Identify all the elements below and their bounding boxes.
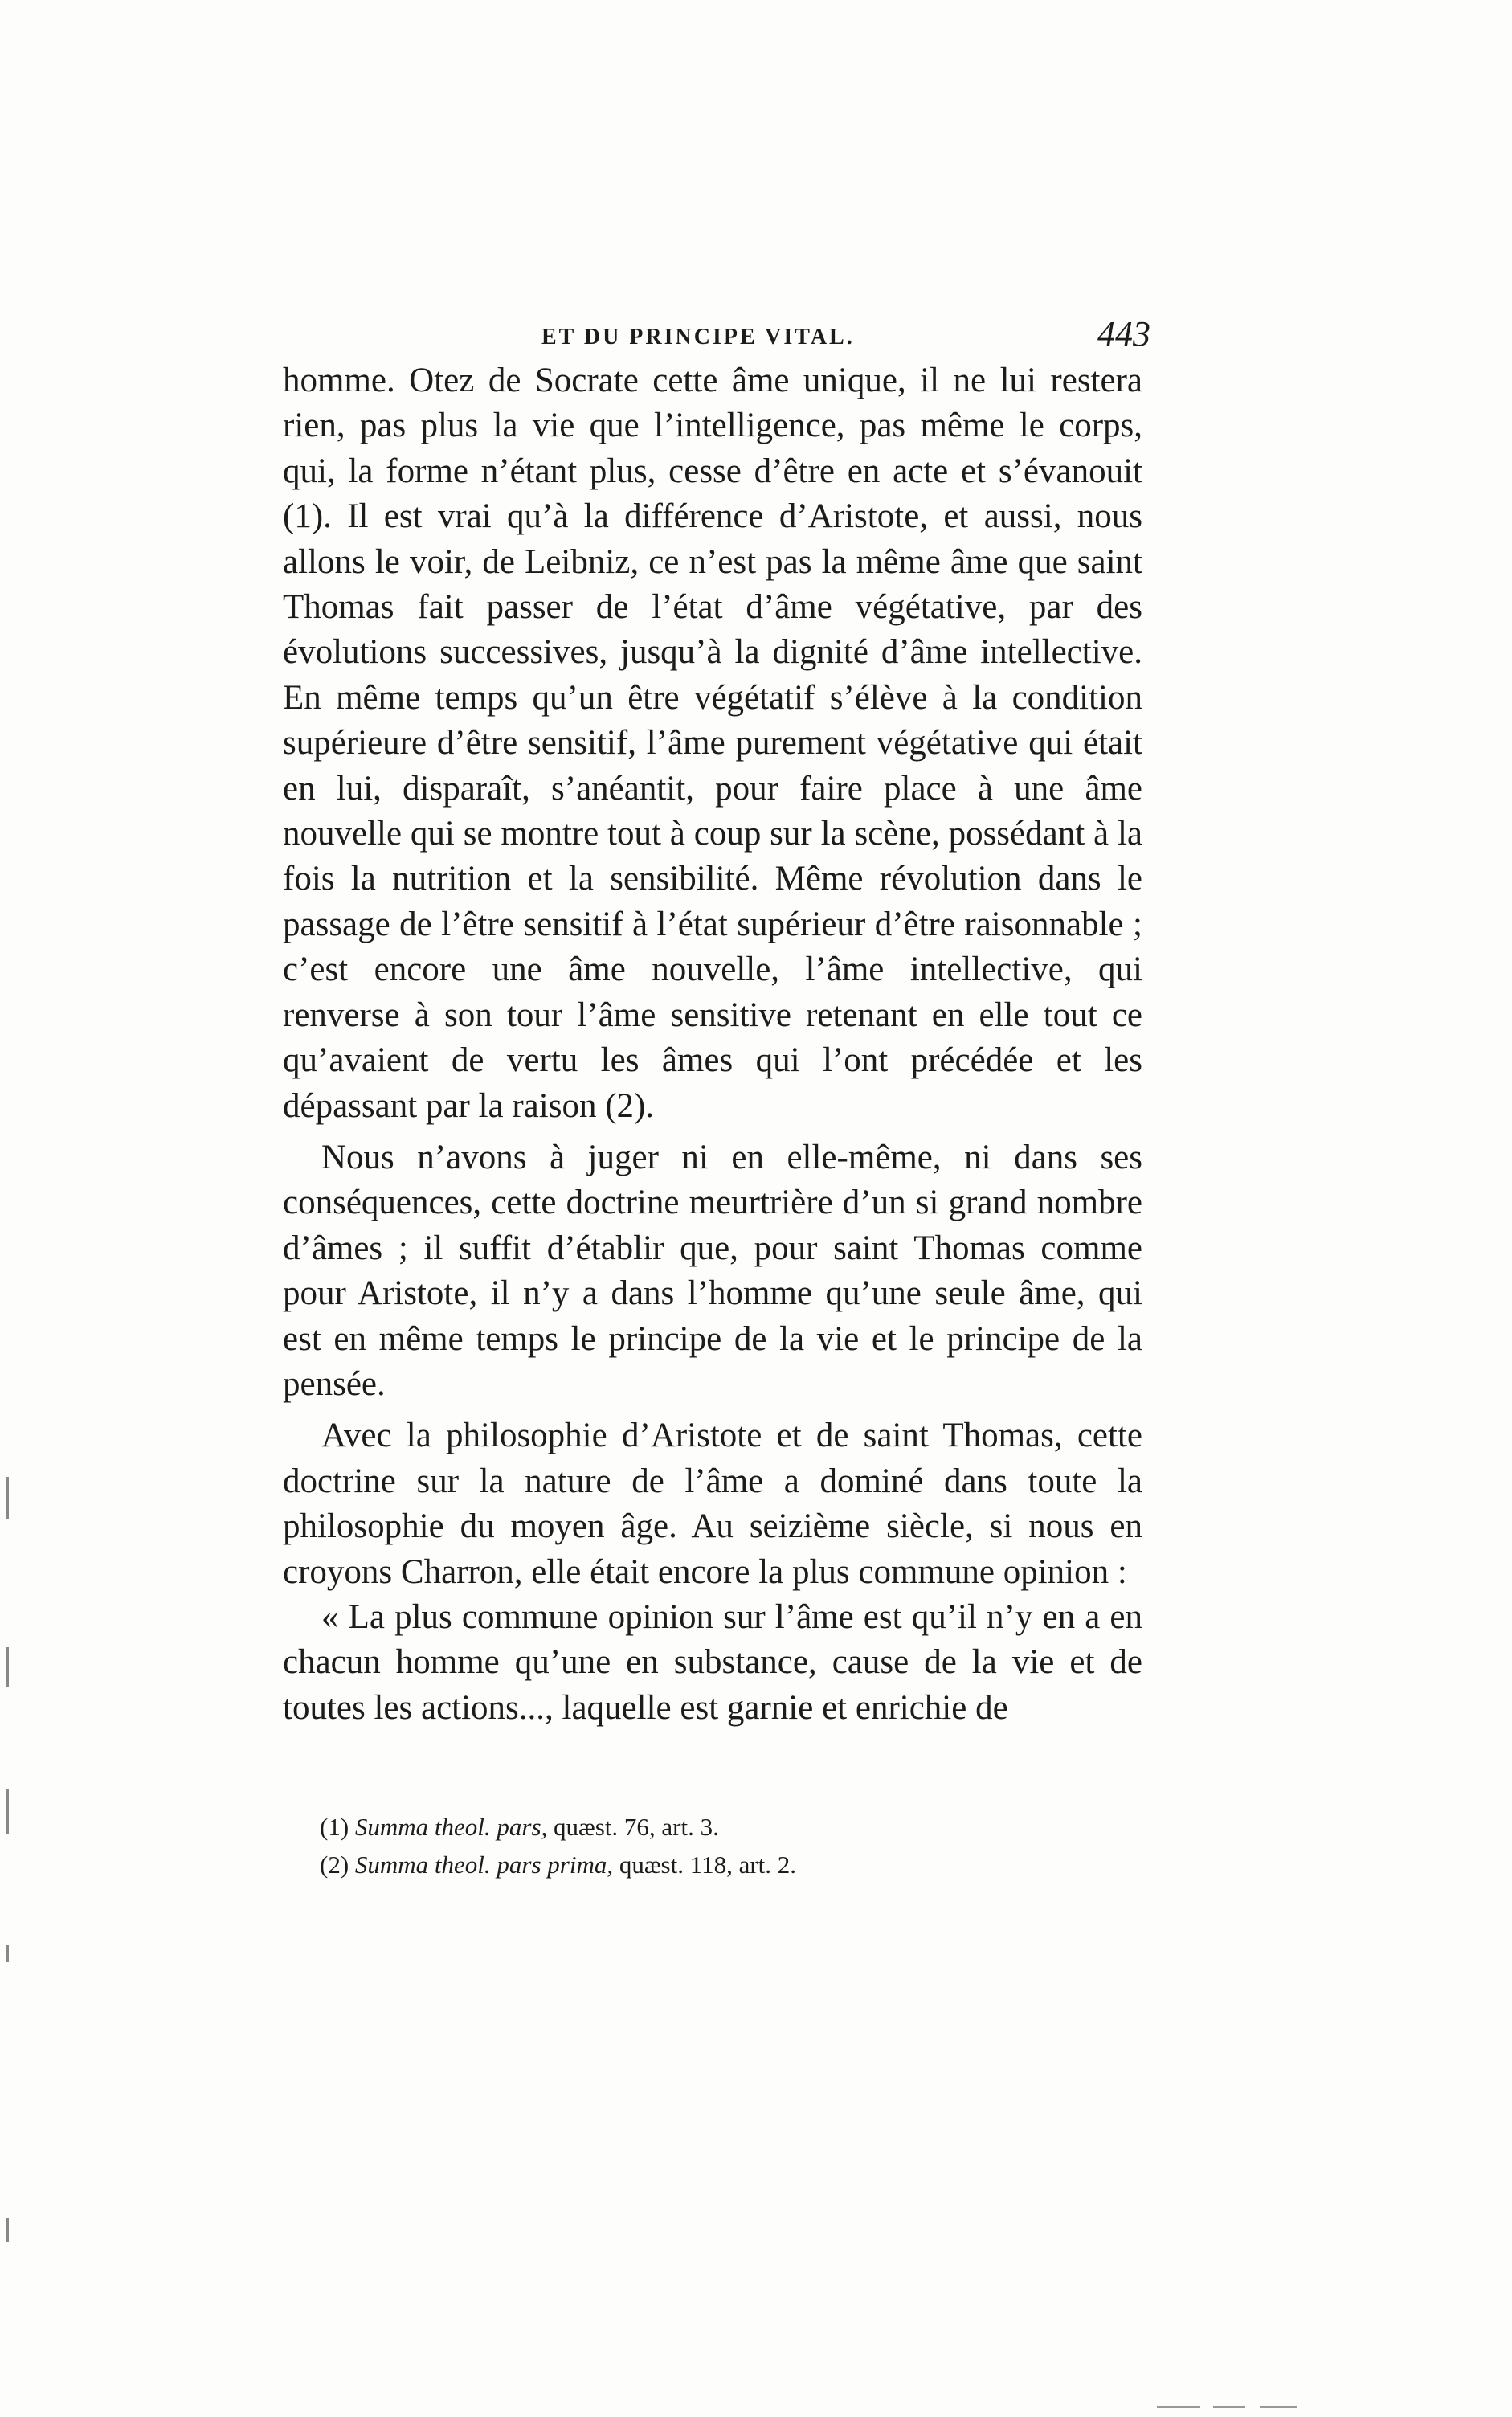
- footnotes: [320, 1808, 1123, 1883]
- paragraph-1: homme. Otez de Socrate cette âme unique, il ne lui restera rien, pas plus la vie que l’intelligence, pas même le corps, qui, la forme n’étant plus, cesse d’être en acte et s’évanouit (1). Il est vrai qu’à la différence d’Aristote, et aussi, nous allons le voir, de Leibniz, ce n’est pas la même âme que saint Thomas fait passer de l’état d’âme végétative, par des évolutions successives, jusqu’à la dignité d’âme intellective. En même temps qu’un être végétatif s’élève à la condition supérieure d’être sensitif, l’âme purement végétative qui était en lui, disparaît, s’anéantit, pour faire place à une âme nouvelle qui se montre tout à coup sur la scène, possédant à la fois la nutrition et la sensibilité. Même révolution dans le passage de l’être sensitif à l’état supérieur d’être raisonnable ; c’est encore une âme nouvelle, l’âme intellective, qui renverse à son tour l’âme sensitive retenant en elle tout ce qu’avaient de vertu les âmes qui l’ont précédée et les dépassant par la raison (2).: [283, 362, 1142, 1125]
- scan-bottom-mark: [1157, 2406, 1200, 2408]
- footnote-marker: (1): [320, 1813, 349, 1841]
- scan-edge-mark: [6, 1477, 9, 1519]
- quotation-paragraph: « La plus commune opinion sur l’âme est qu’il n’y en a en chacun homme qu’une en substance, cause de la vie et de toutes les actions..., laquelle est garnie et enrichie de: [283, 1597, 1142, 1727]
- footnote-reference: quæst. 118, art. 2.: [619, 1851, 797, 1879]
- footnote-reference: quæst. 76, art. 3.: [554, 1813, 719, 1841]
- scan-bottom-mark: [1213, 2406, 1245, 2408]
- running-title: ET DU PRINCIPE VITAL.: [541, 325, 855, 350]
- scan-bottom-mark: [1260, 2406, 1297, 2408]
- footnote-source: Summa theol. pars,: [354, 1813, 548, 1841]
- footnote-marker: (2): [320, 1851, 349, 1879]
- page-number: 443: [1097, 314, 1150, 354]
- scan-edge-mark: [6, 1945, 9, 1962]
- running-head: [283, 310, 1150, 358]
- paragraph-2: Nous n’avons à juger ni en elle-même, ni dans ses conséquences, cette doctrine meurtrière d’un si grand nombre d’âmes ; il suffit d’établir que, pour saint Thomas comme pour Aristote, il n’y a dans l’homme qu’une seule âme, qui est en même temps le principe de la vie et le principe de la pensée.: [283, 1138, 1142, 1403]
- scan-edge-mark: [6, 1647, 9, 1687]
- paragraph-3: Avec la philosophie d’Aristote et de saint Thomas, cette doctrine sur la nature de l’âme a dominé dans toute la philosophie du moyen âge. Au seizième siècle, si nous en croyons Charron, elle était encore la plus commune opinion :: [283, 1417, 1142, 1591]
- footnote-2: [320, 1846, 1123, 1883]
- body-text: [283, 358, 1142, 1731]
- footnote-source: Summa theol. pars prima,: [354, 1851, 614, 1879]
- footnote-1: [320, 1808, 1123, 1846]
- scan-edge-mark: [6, 1789, 9, 1834]
- scan-edge-mark: [6, 2218, 9, 2242]
